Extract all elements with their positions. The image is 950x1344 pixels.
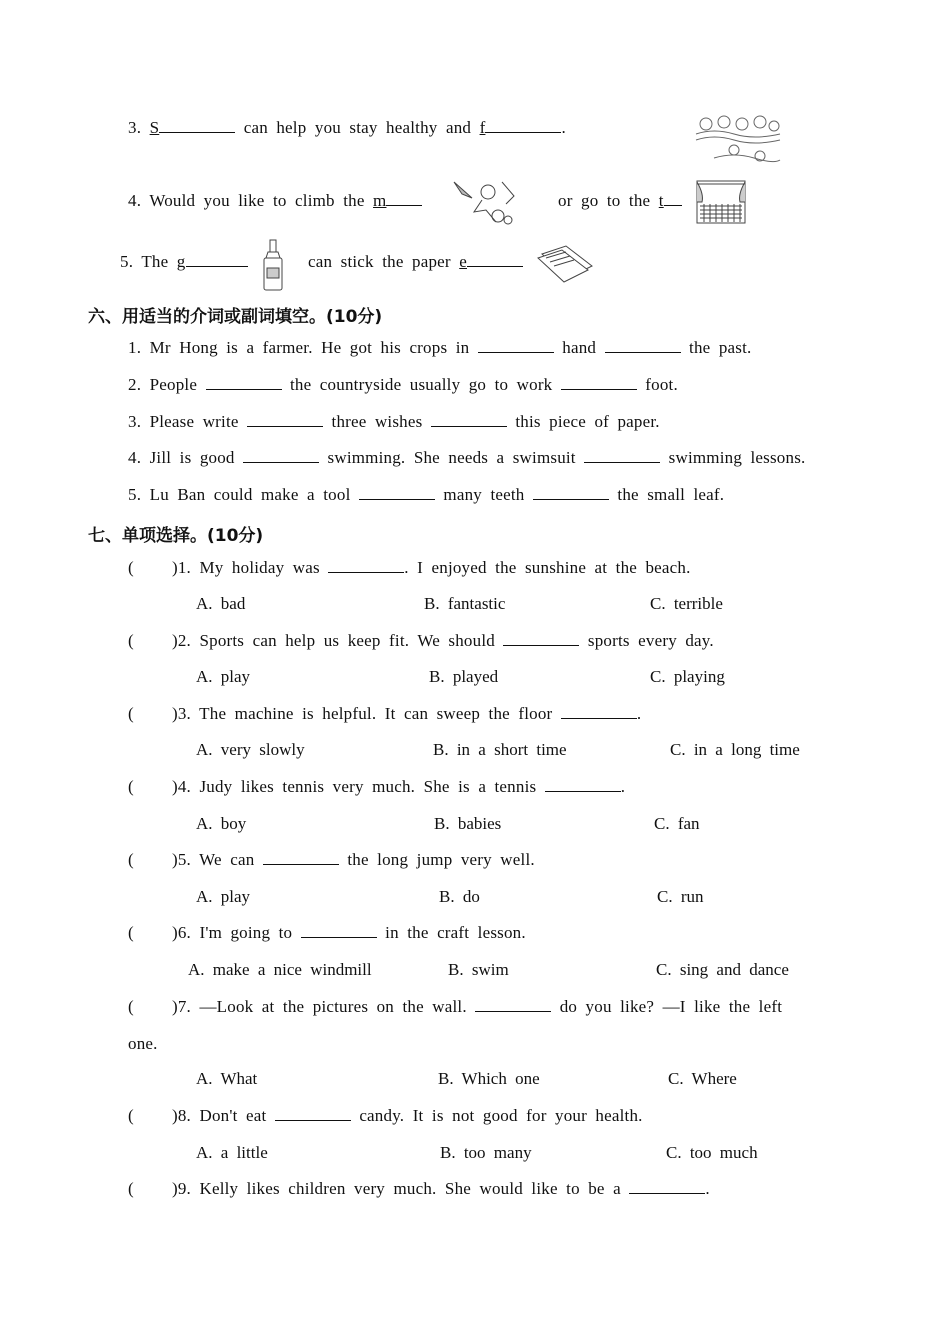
blank[interactable] <box>159 118 235 133</box>
question: )7. —Look at the pictures on the wall. do you like? —I like the left <box>172 997 783 1016</box>
blank[interactable] <box>605 338 681 353</box>
blank[interactable] <box>467 252 523 267</box>
blank[interactable] <box>545 777 621 792</box>
question: )4. Judy likes tennis very much. She is a tennis . <box>172 777 626 796</box>
q5-5-cont: can stick the paper e <box>308 252 523 272</box>
blank[interactable] <box>359 485 435 500</box>
letter-hint: t <box>658 191 664 210</box>
letter-hint: f <box>479 118 486 137</box>
blank[interactable] <box>243 448 319 463</box>
answer-paren[interactable]: ( <box>128 997 134 1016</box>
q5-3: 3. S can help you stay healthy and f . <box>128 118 566 137</box>
blank[interactable] <box>664 191 682 206</box>
answer-paren[interactable]: ( <box>128 631 134 650</box>
fill-item: 1. Mr Hong is a farmer. He got his crops in hand the past. <box>128 338 752 357</box>
option-a[interactable]: A. boy <box>196 814 247 833</box>
blank[interactable] <box>186 252 248 267</box>
theatre-picture <box>696 180 746 224</box>
q5-4-cont: or go to the t <box>558 191 682 211</box>
blank[interactable] <box>206 375 282 390</box>
letter-hint: m <box>373 191 387 210</box>
question: )3. The machine is helpful. It can sweep the floor . <box>172 704 642 723</box>
blank[interactable] <box>475 997 551 1012</box>
paper-picture <box>536 244 594 284</box>
question-continuation: one. <box>128 1034 158 1053</box>
mountain-climber-picture <box>452 176 518 232</box>
option-b[interactable]: B. too many <box>440 1143 532 1162</box>
section-7-title: 七、单项选择。(10分) <box>88 526 264 546</box>
swimming-picture <box>694 110 784 168</box>
letter-hint: e <box>459 252 467 271</box>
option-a[interactable]: A. very slowly <box>196 740 305 759</box>
question: )1. My holiday was . I enjoyed the sunshine at the beach. <box>172 558 691 577</box>
answer-paren[interactable]: ( <box>128 1106 134 1125</box>
option-a[interactable]: A. What <box>196 1069 258 1088</box>
question: )9. Kelly likes children very much. She would like to be a . <box>172 1179 710 1198</box>
option-b[interactable]: B. in a short time <box>433 740 567 759</box>
blank[interactable] <box>503 631 579 646</box>
fill-item: 3. Please write three wishes this piece of paper. <box>128 412 660 431</box>
blank[interactable] <box>478 338 554 353</box>
answer-paren[interactable]: ( <box>128 1179 134 1198</box>
glue-bottle-picture <box>260 238 286 292</box>
blank[interactable] <box>247 412 323 427</box>
answer-paren[interactable]: ( <box>128 704 134 723</box>
blank[interactable] <box>561 375 637 390</box>
q5-5: 5. The g <box>120 252 248 272</box>
question: )2. Sports can help us keep fit. We should sports every day. <box>172 631 714 650</box>
option-a[interactable]: A. make a nice windmill <box>188 960 372 979</box>
blank[interactable] <box>263 850 339 865</box>
blank[interactable] <box>386 191 422 206</box>
option-c[interactable]: C. in a long time <box>670 740 800 759</box>
letter-hint: g <box>176 252 186 271</box>
answer-paren[interactable]: ( <box>128 777 134 796</box>
blank[interactable] <box>485 118 561 133</box>
option-c[interactable]: C. fan <box>654 814 700 833</box>
option-a[interactable]: A. play <box>196 667 251 686</box>
option-b[interactable]: B. fantastic <box>424 594 506 613</box>
blank[interactable] <box>275 1106 351 1121</box>
option-c[interactable]: C. too much <box>666 1143 758 1162</box>
q5-4: 4. Would you like to climb the m <box>128 191 422 211</box>
option-a[interactable]: A. play <box>196 887 251 906</box>
option-a[interactable]: A. bad <box>196 594 246 613</box>
answer-paren[interactable]: ( <box>128 923 134 942</box>
answer-paren[interactable]: ( <box>128 850 134 869</box>
blank[interactable] <box>301 923 377 938</box>
question: )8. Don't eat candy. It is not good for your health. <box>172 1106 643 1125</box>
option-c[interactable]: C. terrible <box>650 594 723 613</box>
blank[interactable] <box>584 448 660 463</box>
option-b[interactable]: B. Which one <box>438 1069 540 1088</box>
blank[interactable] <box>561 704 637 719</box>
option-b[interactable]: B. played <box>429 667 499 686</box>
section-6-title: 六、用适当的介词或副词填空。(10分) <box>88 307 383 327</box>
option-c[interactable]: C. run <box>657 887 704 906</box>
option-c[interactable]: C. playing <box>650 667 725 686</box>
letter-hint: S <box>149 118 160 137</box>
fill-item: 4. Jill is good swimming. She needs a swimsuit swimming lessons. <box>128 448 806 467</box>
option-c[interactable]: C. Where <box>668 1069 737 1088</box>
option-b[interactable]: B. do <box>439 887 480 906</box>
fill-item: 2. People the countryside usually go to work foot. <box>128 375 678 394</box>
question: )6. I'm going to in the craft lesson. <box>172 923 526 942</box>
option-c[interactable]: C. sing and dance <box>656 960 789 979</box>
fill-item: 5. Lu Ban could make a tool many teeth the small leaf. <box>128 485 725 504</box>
option-b[interactable]: B. babies <box>434 814 502 833</box>
blank[interactable] <box>328 558 404 573</box>
blank[interactable] <box>431 412 507 427</box>
blank[interactable] <box>533 485 609 500</box>
option-a[interactable]: A. a little <box>196 1143 268 1162</box>
blank[interactable] <box>629 1179 705 1194</box>
answer-paren[interactable]: ( <box>128 558 134 577</box>
option-b[interactable]: B. swim <box>448 960 509 979</box>
question: )5. We can the long jump very well. <box>172 850 535 869</box>
